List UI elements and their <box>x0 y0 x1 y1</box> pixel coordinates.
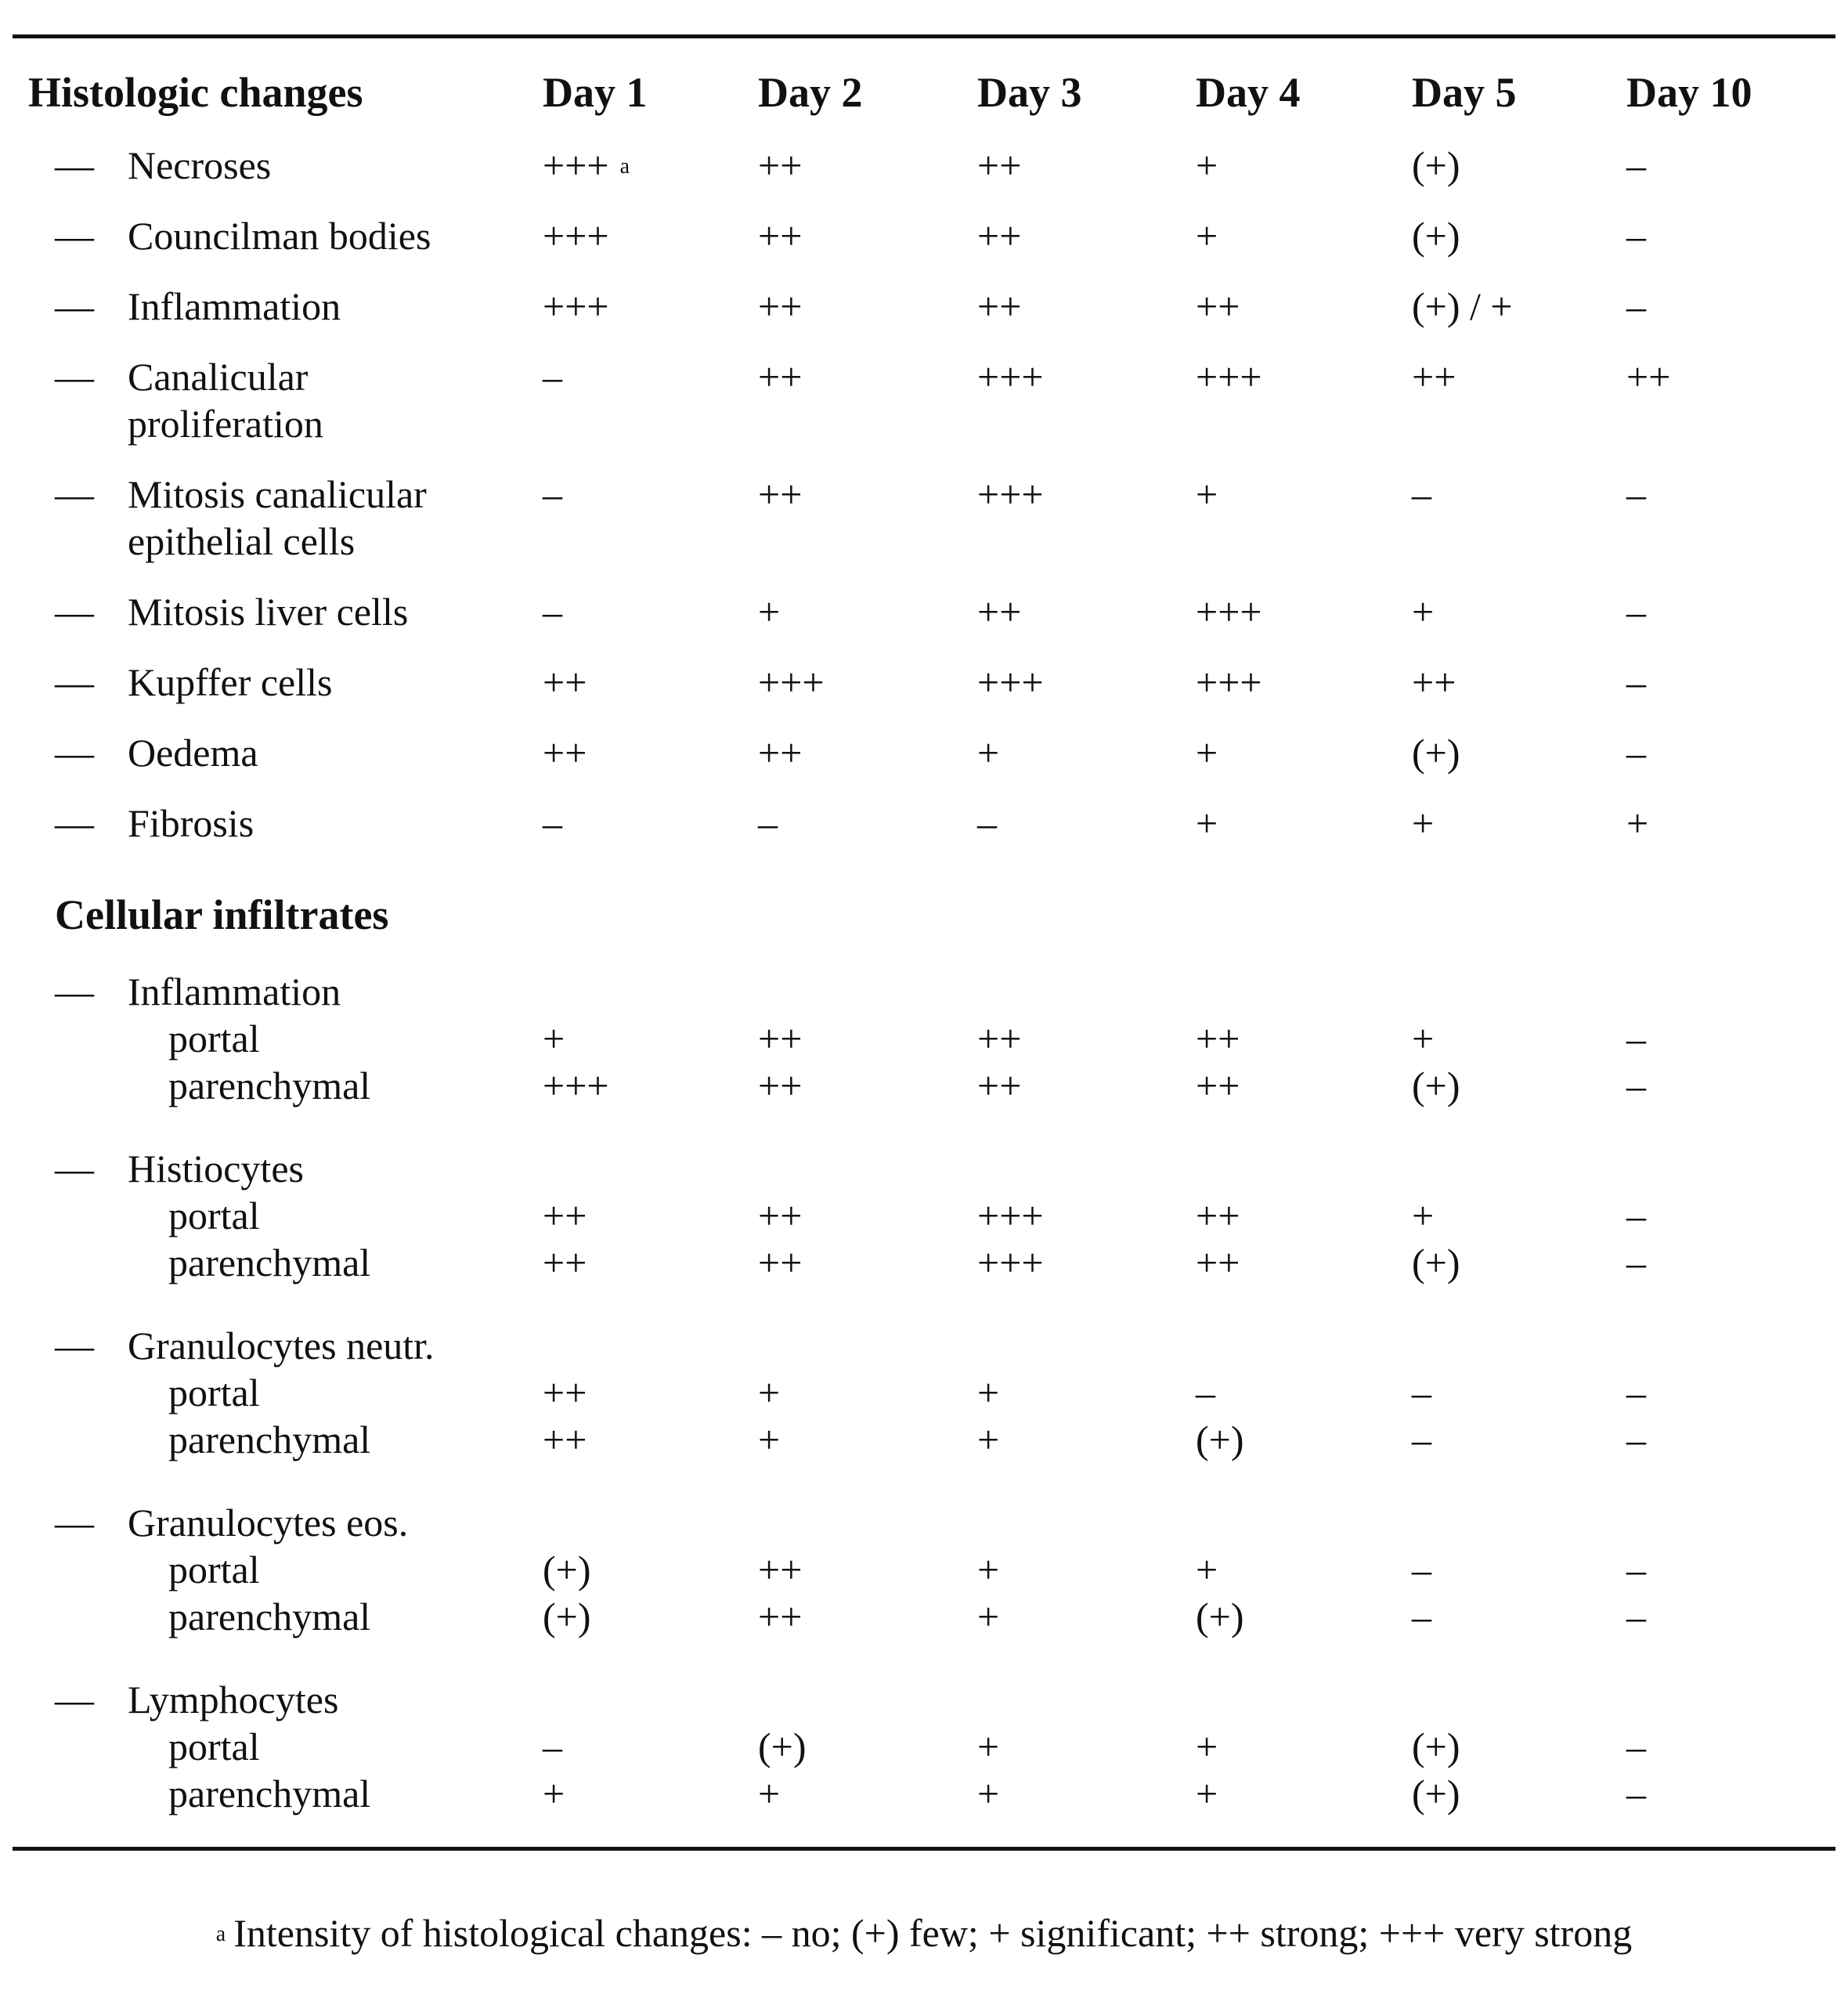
table-cell: ++ <box>977 1017 1022 1060</box>
column-header-day: Day 2 <box>758 69 863 116</box>
table-cell: ++ <box>1196 1017 1240 1060</box>
row-label: Oedema <box>128 731 258 775</box>
table-cell: +++ <box>1196 590 1262 634</box>
table-cell: – <box>543 472 562 516</box>
row-dash: — <box>55 801 94 845</box>
sub-row-label: portal <box>168 1548 260 1591</box>
table-cell: + <box>1196 214 1218 258</box>
table-cell: ++ <box>543 731 587 775</box>
table-cell: (+) <box>1412 731 1460 775</box>
table-cell: – <box>1626 1725 1646 1768</box>
table-cell: ++ <box>758 1241 803 1284</box>
row-label: Mitosis liver cells <box>128 590 409 634</box>
table-cell: (+) <box>1412 1241 1460 1284</box>
table-cell: ++ <box>1412 660 1456 704</box>
table-cell: + <box>543 1017 565 1060</box>
table-cell: + <box>1412 801 1435 845</box>
sub-row-label: parenchymal <box>168 1595 371 1638</box>
table-cell: (+) <box>1412 143 1460 187</box>
table-cell: ++ <box>1196 1064 1240 1107</box>
table-cell: – <box>543 801 562 845</box>
row-dash: — <box>55 660 94 704</box>
table-cell: – <box>1626 660 1646 704</box>
table-cell: (+) <box>1412 214 1460 258</box>
group-label: Granulocytes neutr. <box>128 1324 435 1367</box>
table-cell: – <box>1626 1418 1646 1461</box>
section-title: Cellular infiltrates <box>55 891 389 938</box>
row-label: Mitosis canalicular <box>128 472 427 516</box>
column-header-day: Day 10 <box>1626 69 1752 116</box>
table-cell: + <box>977 1548 1000 1591</box>
table-cell: + <box>1196 472 1218 516</box>
table-cell: + <box>977 1772 1000 1815</box>
table-cell: + <box>1412 590 1435 634</box>
table-cell: – <box>758 801 778 845</box>
table-cell: – <box>1626 1017 1646 1060</box>
row-dash: — <box>55 970 94 1013</box>
table-cell: + <box>977 731 1000 775</box>
table-cell: – <box>977 801 997 845</box>
column-header-day: Day 4 <box>1196 69 1301 116</box>
table-cell: ++ <box>543 1194 587 1237</box>
table-cell: +++ <box>758 660 825 704</box>
group-label: Inflammation <box>128 970 341 1013</box>
table-cell: +++ <box>977 355 1044 399</box>
row-label: Councilman bodies <box>128 214 431 258</box>
footnote-marker: a <box>619 154 630 179</box>
table-cell: (+) <box>543 1595 591 1638</box>
row-label: Canalicular <box>128 355 309 399</box>
sub-row-label: portal <box>168 1371 260 1414</box>
table-cell: ++ <box>977 284 1022 328</box>
table-cell: +++ <box>543 284 609 328</box>
row-label: Kupffer cells <box>128 660 333 704</box>
table-cell: – <box>1626 1064 1646 1107</box>
table-cell: ++ <box>543 1241 587 1284</box>
bottom-rule <box>13 1847 1835 1851</box>
table-cell: + <box>1196 1725 1218 1768</box>
table-cell: – <box>1626 1194 1646 1237</box>
table-cell: (+) <box>1412 1064 1460 1107</box>
sub-row-label: portal <box>168 1725 260 1768</box>
table-cell: – <box>1626 1241 1646 1284</box>
sub-row-label: portal <box>168 1194 260 1237</box>
table-cell: – <box>1626 1772 1646 1815</box>
table-cell: +++ <box>543 1064 609 1107</box>
table-cell: – <box>1626 1595 1646 1638</box>
table-cell: (+) <box>1412 1772 1460 1815</box>
table-cell: ++ <box>1626 355 1671 399</box>
table-cell: ++ <box>977 1064 1022 1107</box>
table-cell: + <box>758 1371 781 1414</box>
table-cell: + <box>1196 731 1218 775</box>
table-cell: – <box>1412 472 1431 516</box>
table-cell: ++ <box>758 143 803 187</box>
table-cell: – <box>1412 1548 1431 1591</box>
table-cell: (+) <box>1196 1418 1244 1461</box>
cell-value: +++ <box>543 143 609 187</box>
row-dash: — <box>55 214 94 258</box>
table-cell: + <box>1412 1017 1435 1060</box>
table-cell: ++ <box>758 731 803 775</box>
row-dash: — <box>55 1147 94 1190</box>
table-cell: (+) <box>1412 1725 1460 1768</box>
row-dash: — <box>55 355 94 399</box>
row-dash: — <box>55 1678 94 1721</box>
group-label: Histiocytes <box>128 1147 304 1190</box>
table-cell: ++ <box>1196 1194 1240 1237</box>
table-footnote <box>0 1909 1848 1956</box>
row-label: epithelial cells <box>128 519 356 563</box>
group-label: Lymphocytes <box>128 1678 339 1721</box>
table-cell: +++ <box>1196 355 1262 399</box>
row-label: proliferation <box>128 402 323 446</box>
table-cell: ++ <box>758 1548 803 1591</box>
row-dash: — <box>55 590 94 634</box>
table-cell: – <box>1412 1418 1431 1461</box>
table-cell: ++ <box>1412 355 1456 399</box>
table-cell <box>543 142 630 189</box>
table-cell: – <box>1626 472 1646 516</box>
table-cell: – <box>543 1725 562 1768</box>
table-cell: + <box>977 1725 1000 1768</box>
row-dash: — <box>55 1501 94 1544</box>
row-dash: — <box>55 284 94 328</box>
table-cell: ++ <box>758 284 803 328</box>
table-cell: – <box>1626 731 1646 775</box>
table-cell: + <box>1196 1772 1218 1815</box>
row-label: Necroses <box>128 143 272 187</box>
table-cell: ++ <box>977 143 1022 187</box>
row-label: Fibrosis <box>128 801 254 845</box>
table-cell: + <box>758 1772 781 1815</box>
table-cell: +++ <box>977 472 1044 516</box>
table-cell: ++ <box>1196 1241 1240 1284</box>
table-cell: – <box>1626 143 1646 187</box>
footnote-text: Intensity of histological changes: – no; (+) few; + significant; ++ strong; +++ very strong <box>233 1911 1633 1955</box>
table-cell: ++ <box>758 1017 803 1060</box>
row-dash: — <box>55 731 94 775</box>
table-cell: +++ <box>977 1194 1044 1237</box>
table-cell: ++ <box>543 1418 587 1461</box>
sub-row-label: parenchymal <box>168 1241 371 1284</box>
table-cell: + <box>758 1418 781 1461</box>
row-label: Inflammation <box>128 284 341 328</box>
table-cell: ++ <box>977 590 1022 634</box>
row-dash: — <box>55 472 94 516</box>
table-cell: + <box>1626 801 1649 845</box>
table-cell: + <box>543 1772 565 1815</box>
table-cell: – <box>1412 1371 1431 1414</box>
table-cell: ++ <box>758 1064 803 1107</box>
table-cell: – <box>1626 590 1646 634</box>
table-cell: + <box>1196 143 1218 187</box>
column-header-day: Day 3 <box>977 69 1082 116</box>
table-cell: ++ <box>758 472 803 516</box>
table-cell: – <box>1626 284 1646 328</box>
table-cell: + <box>1196 801 1218 845</box>
table-cell: ++ <box>758 1595 803 1638</box>
column-header-day: Day 5 <box>1412 69 1517 116</box>
table-cell: ++ <box>1196 284 1240 328</box>
table-cell: +++ <box>977 1241 1044 1284</box>
table-cell: – <box>1626 1371 1646 1414</box>
table-cell: ++ <box>543 1371 587 1414</box>
table-cell: – <box>1626 214 1646 258</box>
table-cell: + <box>977 1371 1000 1414</box>
table-cell: ++ <box>758 214 803 258</box>
top-rule <box>13 34 1835 38</box>
table-cell: – <box>1196 1371 1215 1414</box>
table-cell: (+) <box>1196 1595 1244 1638</box>
row-dash: — <box>55 143 94 187</box>
table-cell: (+) <box>543 1548 591 1591</box>
table-cell: + <box>758 590 781 634</box>
table-cell: +++ <box>543 214 609 258</box>
table-cell: + <box>977 1595 1000 1638</box>
table-cell: – <box>1412 1595 1431 1638</box>
table-cell: (+) <box>758 1725 807 1768</box>
table-cell: – <box>1626 1548 1646 1591</box>
table-cell: ++ <box>543 660 587 704</box>
sub-row-label: parenchymal <box>168 1418 371 1461</box>
table-cell: + <box>1196 1548 1218 1591</box>
table-cell: ++ <box>758 355 803 399</box>
table-cell: +++ <box>1196 660 1262 704</box>
sub-row-label: portal <box>168 1017 260 1060</box>
sub-row-label: parenchymal <box>168 1772 371 1815</box>
table-cell: + <box>977 1418 1000 1461</box>
footnote-mark: a <box>215 1922 226 1946</box>
table-cell: +++ <box>977 660 1044 704</box>
sub-row-label: parenchymal <box>168 1064 371 1107</box>
row-dash: — <box>55 1324 94 1367</box>
column-header-day: Day 1 <box>543 69 648 116</box>
table-cell: ++ <box>977 214 1022 258</box>
table-cell: + <box>1412 1194 1435 1237</box>
group-label: Granulocytes eos. <box>128 1501 409 1544</box>
table-cell: – <box>543 590 562 634</box>
table-cell: – <box>543 355 562 399</box>
column-header-label: Histologic changes <box>28 69 363 116</box>
table-cell: (+) / + <box>1412 284 1513 328</box>
table-cell: ++ <box>758 1194 803 1237</box>
